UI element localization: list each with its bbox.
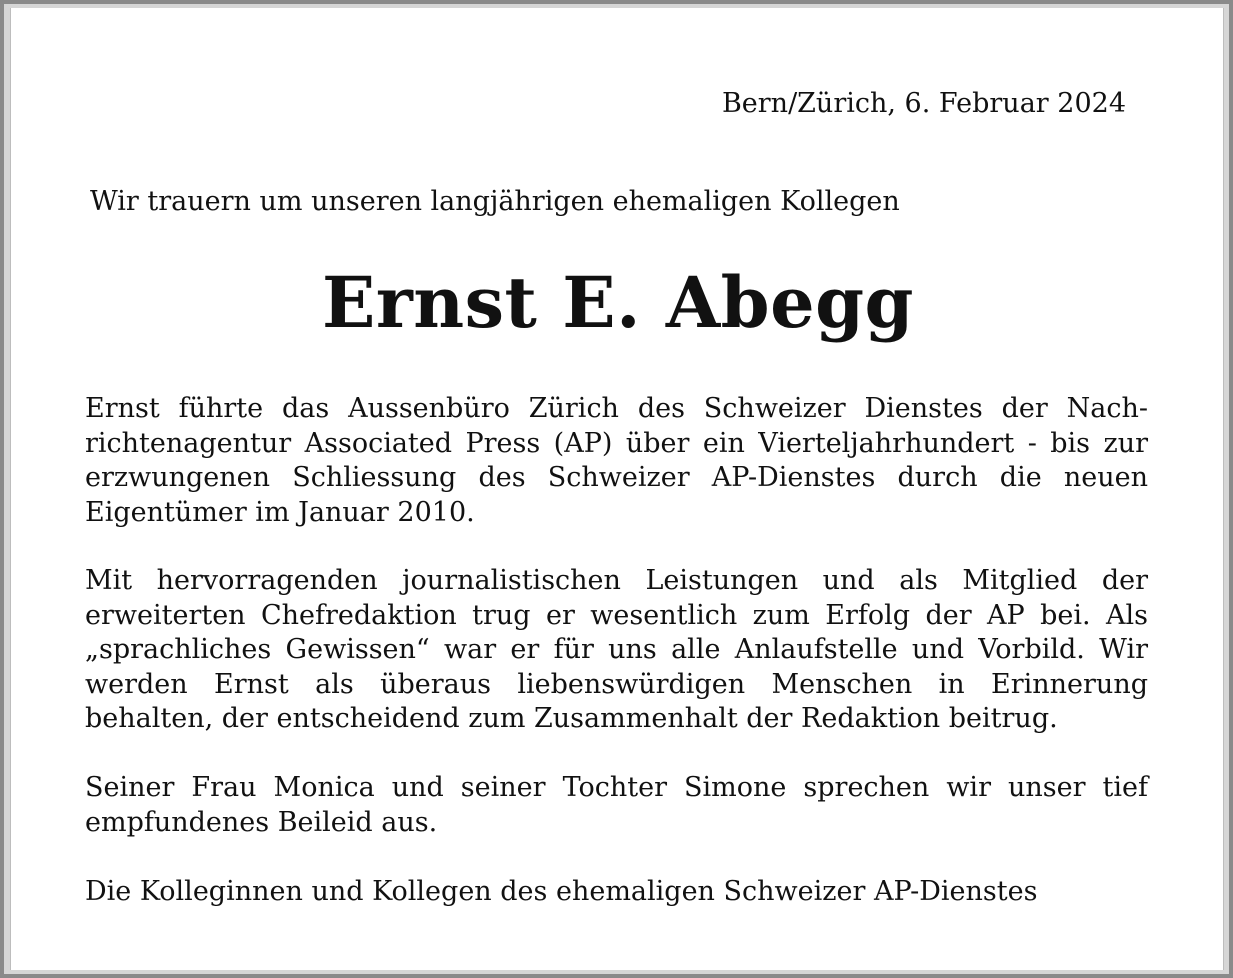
paragraph-condolences: Seiner Frau Monica und seiner Tochter Simone sprechen wir unser tief empfundenes Beileid aus. xyxy=(85,772,1148,838)
paragraph-tribute: Mit hervorragenden journalistischen Leistungen und als Mitglied der erweiterten Chefredaktion trug er wesentlich zum Erfolg der AP bei. Als „sprachliches Gewissen“ war er für uns alle Anlaufstelle und Vorbild. Wir werden Ernst als überaus liebenswürdigen Menschen in Erinnerung behalten, der entscheidend zum Zusammenhalt der Redaktion beitrug. xyxy=(85,565,1148,735)
signature-line: Die Kolleginnen und Kollegen des ehemaligen Schweizer AP-Dienstes xyxy=(85,876,1038,907)
deceased-name: Ernst E. Abegg xyxy=(321,261,915,344)
dateline: Bern/Zürich, 6. Februar 2024 xyxy=(721,88,1126,119)
obituary-notice xyxy=(10,8,1224,970)
intro-line: Wir trauern um unseren langjährigen ehemaligen Kollegen xyxy=(90,186,900,217)
paragraph-career: Ernst führte das Aussenbüro Zürich des Schweizer Dienstes der Nachrichtenagentur Associated Press (AP) über ein Vierteljahrhundert - bis zur erzwungenen Schliessung des Schweizer AP-Dienstes durch die neuen Eigentümer im Januar 2010. xyxy=(85,393,1148,528)
